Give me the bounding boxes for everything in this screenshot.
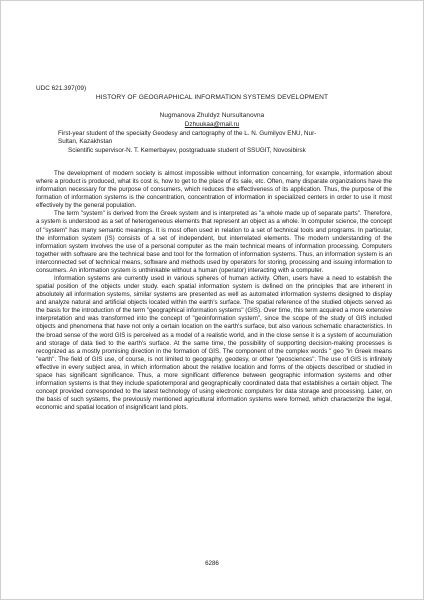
paper-title: HISTORY OF GEOGRAPHICAL INFORMATION SYSTEMS DEVELOPMENT — [95, 94, 329, 101]
body-paragraph: The term "system" is derived from the Greek system and is interpreted as "a whole made up of separate parts". Therefore, a system is understood as a set of heterogeneous elements that represent an object as a whole. In computer science, the concept of "system" has many semantic meanings. It is most often used in relation to a set of technical tools and programs. In particular, the information system (IS) consists of a set of independent, but interrelated elements. The modern understanding of the information system involves the use of a personal computer as the main technical means of information processing. Computers together with software are the technical base and tool for the formation of information systems. Thus, an information system is an interconnected set of technical means, software and methods used by operators for storing, processing and issuing information to consumers. An information system is unthinkable without a human (operator) interacting with a computer. — [36, 210, 392, 274]
page-number: 6286 — [205, 560, 219, 567]
author-email-link[interactable]: Dzhuukaa@mail.ru — [184, 121, 240, 128]
author-affiliation — [58, 130, 394, 155]
author-name: Nugmanova Zhuldyz Nursultanovna — [159, 112, 265, 119]
affiliation-line: First-year student of the specialty Geodesy and cartography of the L. N. Gumilyov ENU, Nur- — [58, 130, 317, 137]
body-paragraph: Information systems are currently used in various spheres of human activity. Often, users have a need to establish the spatial position of the objects under study. each spatial information system is defined on the principles that are inherent in absolutely all information systems, similar systems are presented as well as automated information systems designed to display and analyze natural and artificial objects located within the earth's surface. The spatial reference of the studied objects served as the basis for the introduction of the term "geographical information systems" (GIS). Over time, this term acquired a more extensive interpretation and was transformed into the concept of "geoinformation system", since the scope of the study of GIS included objects and phenomena that have not only a certain location on the earth's surface, but also various schematic characteristics. In the broad sense of the word GIS is perceived as a model of a realistic world, and in the close sense it is a system of accumulation and storage of data tied to the earth's surface. At the same time, the possibility of supporting decision-making processes is recognized as a mostly promising direction in the formation of GIS. The component of the complex words " geo "in Greek means "earth". The field of GIS use, of course, is not limited to geography, geodesy, or other "geosciences". The use of GIS is infinitely effective in every subject area, in which information about the relative location and forms of the objects described or studied in space has significant significance. Thus, a more significant difference between geographic information systems and other information systems is that they include spatiotemporal and geographically coordinated data that establishes a certain object. The concept provided corresponded to the latest technology of using electronic computers for data storage and processing. Later, on the basis of such systems, the previously mentioned agricultural information systems were formed, which characterize the legal, economic and spatial location of insignificant land plots. — [36, 275, 392, 412]
article-body — [36, 170, 392, 412]
body-paragraph: The development of modern society is almost impossible without information concerning, for example, information about where a product is produced, what its cost is, how to get to the place of its sale, etc. Often, many disparate organizations have the information necessary for the purpose of consumers, which reduces the effectiveness of its application. Thus, the purpose of the formation of information systems is the concentration, concentration of information in specialized centers in order to use it most effectively by the general population. — [36, 170, 392, 210]
udc-code: UDC 621.397(09) — [36, 85, 87, 92]
scientific-supervisor: Scientific supervisor-N. T. Kemerbayev, postgraduate student of SSUGIT, Novosibirsk — [68, 146, 306, 154]
affiliation-line: Sultan, Kazakhstan — [58, 138, 113, 146]
